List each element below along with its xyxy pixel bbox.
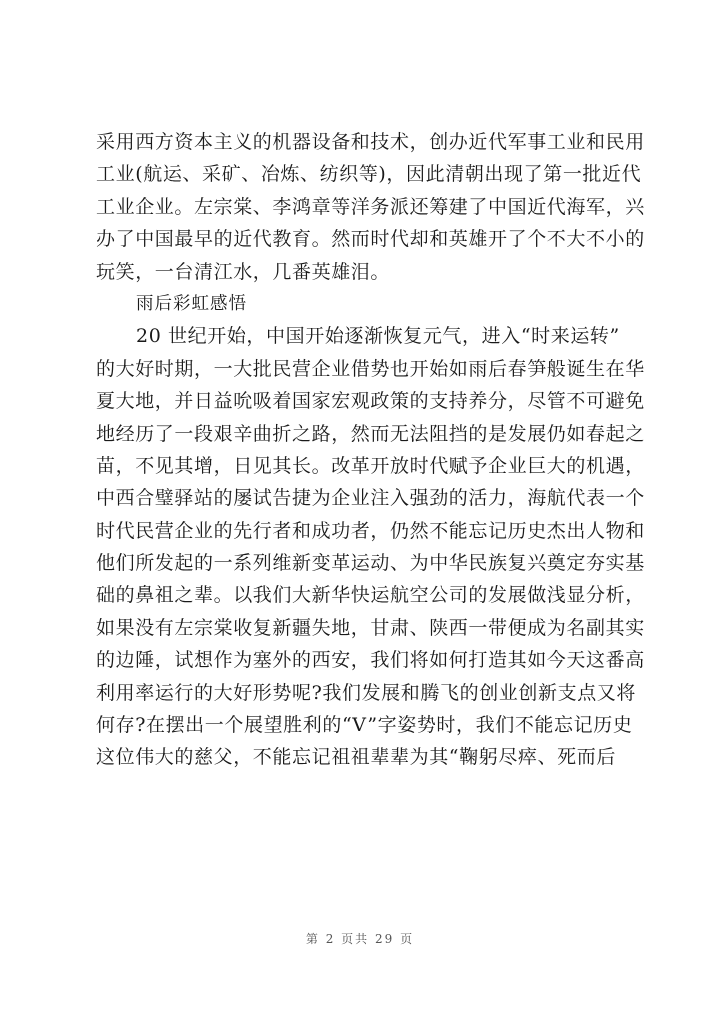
text-line: 夏大地，并日益吮吸着国家宏观政策的支持养分，尽管不可避免 — [96, 390, 645, 413]
page-number-footer: 第 2 页共 29 页 — [305, 932, 415, 946]
text-line: 的边陲，试想作为塞外的西安，我们将如何打造其如今天这番高 — [96, 649, 645, 672]
text-line: 工业企业。左宗棠、李鸿章等洋务派还筹建了中国近代海军，兴 — [96, 195, 645, 218]
text-line: 他们所发起的一系列维新变革运动、为中华民族复兴奠定夯实基 — [96, 552, 645, 575]
text-line: 何存?在摆出一个展望胜利的“V”字姿势时，我们不能忘记历史 — [96, 714, 633, 737]
text-line: 办了中国最早的近代教育。然而时代却和英雄开了个不大不小的 — [96, 228, 645, 251]
text-line: 中西合璧驿站的屡试告捷为企业注入强劲的活力，海航代表一个 — [96, 487, 645, 510]
text-line: 如果没有左宗棠收复新疆失地，甘肃、陕西一带便成为名副其实 — [96, 616, 645, 639]
text-line: 采用西方资本主义的机器设备和技术，创办近代军事工业和民用 — [96, 131, 645, 153]
text-line: 时代民营企业的先行者和成功者，仍然不能忘记历史杰出人物和 — [96, 519, 645, 542]
text-line: 工业(航运、采矿、冶炼、纺织等)，因此清朝出现了第一批近代 — [96, 163, 642, 186]
text-line: 这位伟大的慈父，不能忘记祖祖辈辈为其“鞠躬尽瘁、死而后 — [96, 746, 616, 769]
text-line: 地经历了一段艰辛曲折之路，然而无法阻挡的是发展仍如春起之 — [96, 422, 645, 445]
document-body — [96, 126, 645, 774]
text-line: 苗，不见其增，日见其长。改革开放时代赋予企业巨大的机遇， — [96, 454, 645, 477]
paragraph-first-line: 20 世纪开始，中国开始逐渐恢复元气，进入“时来运转” — [136, 325, 620, 348]
text-line: 玩笑，一台清江水，几番英雄泪。 — [96, 260, 391, 283]
text-line: 础的鼻祖之辈。以我们大新华快运航空公司的发展做浅显分析， — [96, 584, 645, 607]
section-heading: 雨后彩虹感悟 — [136, 293, 247, 314]
text-line: 的大好时期，一大批民营企业借势也开始如雨后春笋般诞生在华 — [96, 357, 645, 380]
text-line: 利用率运行的大好形势呢?我们发展和腾飞的创业创新支点又将 — [96, 681, 636, 704]
